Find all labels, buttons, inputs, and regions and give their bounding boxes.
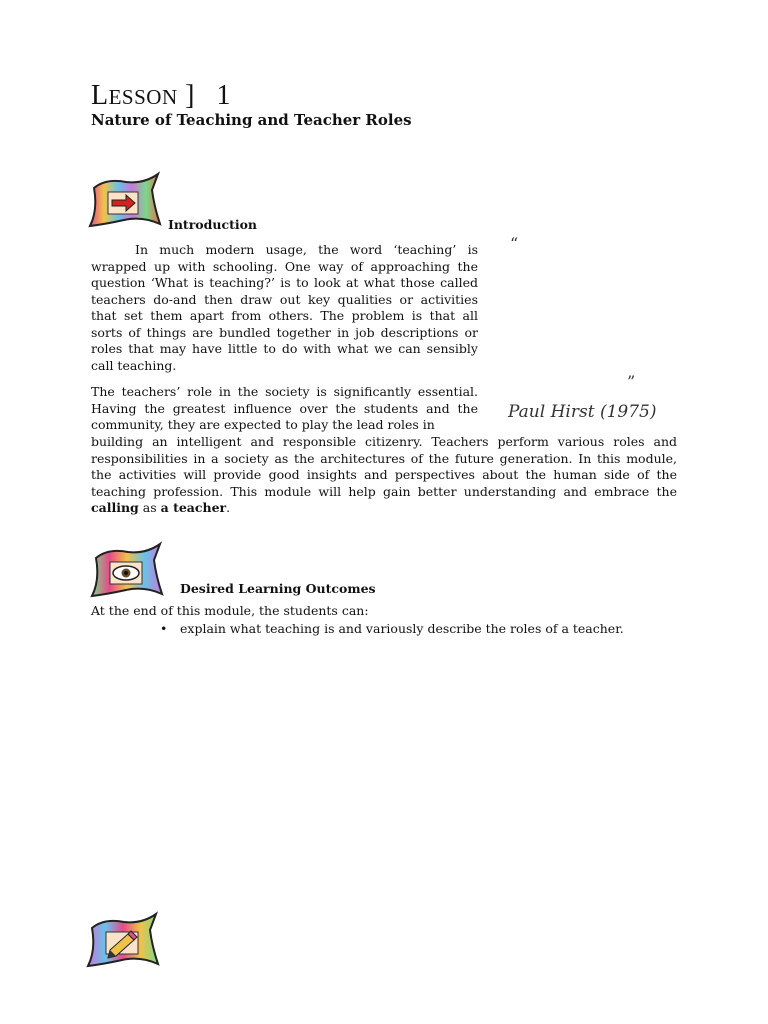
calling-emphasis: calling	[91, 500, 139, 515]
lesson-title	[91, 80, 231, 112]
lesson-word-rest: ESSON	[108, 85, 178, 109]
lesson-number: 1	[216, 80, 231, 111]
para2-text-end: .	[226, 500, 231, 515]
eye-badge-icon	[88, 540, 168, 600]
outcomes-heading: Desired Learning Outcomes	[180, 581, 376, 596]
outcome-item-text: explain what teaching is and variously describe the roles of a teacher.	[180, 621, 624, 636]
quote-author: Paul Hirst (1975)	[508, 402, 657, 422]
bullet-icon: •	[160, 621, 168, 636]
intro-paragraph-2-wide	[91, 434, 677, 517]
lesson-subtitle: Nature of Teaching and Teacher Roles	[91, 111, 412, 129]
quote-open-mark: “	[510, 234, 519, 253]
lesson-bracket: ]	[185, 80, 195, 111]
outcomes-lead: At the end of this module, the students can:	[91, 603, 369, 618]
para2-text-a: building an intelligent and responsible citizenry. Teachers perform various roles and responsibilities in a society as the architectures of the future generation. In this module, the activities will provide good insights and perspectives about the human side of the teaching profession. This module will help gain better understanding and embrace the	[91, 434, 677, 499]
arrow-badge-icon	[86, 170, 166, 230]
teacher-emphasis: a teacher	[160, 500, 227, 515]
lesson-word-initial: L	[91, 80, 109, 111]
list-item	[160, 621, 680, 636]
intro-paragraph-2-narrow: The teachers’ role in the society is significantly essential. Having the greatest influence over the students and the community, they are expected to play the lead roles in	[91, 384, 478, 432]
quote-close-mark: ”	[627, 372, 636, 391]
para2-text-mid: as	[138, 500, 161, 515]
intro-heading: Introduction	[168, 217, 258, 232]
intro-paragraph-1: In much modern usage, the word ‘teaching’ is wrapped up with schooling. One way of approaching the question ‘What is teaching?’ is to look at what those called teachers do-and then draw out key qualities or activities that set them apart from others. The problem is that all sorts of things are bundled together in job descriptions or roles that may have little to do with what we can sensibly call teaching.	[91, 242, 478, 373]
pencil-badge-icon	[84, 910, 164, 970]
